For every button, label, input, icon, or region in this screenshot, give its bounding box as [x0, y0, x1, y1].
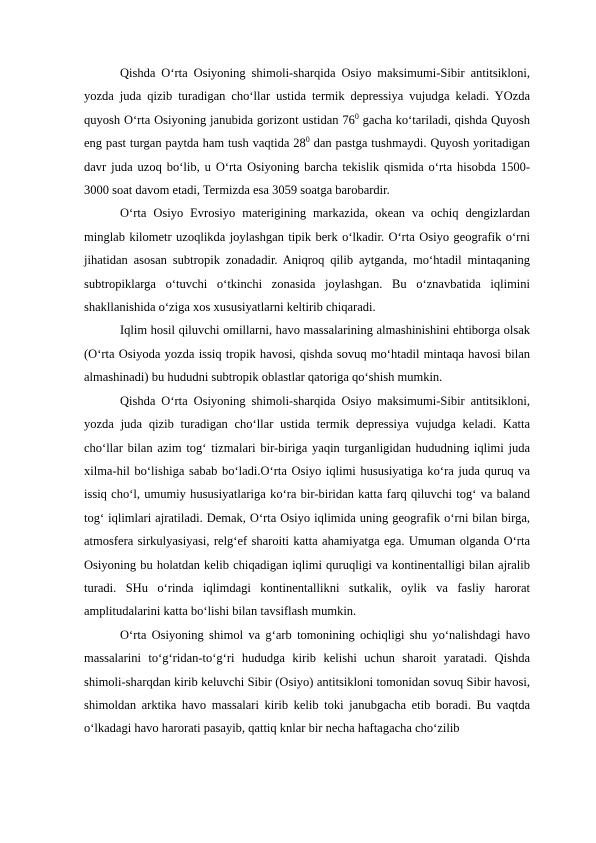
paragraph-5: O‘rta Osiyoning shimol va g‘arb tomonining ochiqligi shu yo‘nalishdagi havo massalarini to‘g‘ridan-to‘g‘ri hududga kirib kelishi uchun sharoit yaratadi. Qishda shimoli-sharqdan kirib keluvchi Sibir (Osiyo) antitsikloni tomonidan sovuq Sibir havosi, shimoldan arktika havo massalari kirib kelib toki janubgacha etib boradi. Bu vaqtda o‘lkadagi havo harorati pasayib, qattiq knlar bir necha haftagacha cho‘zilib — [84, 627, 530, 736]
paragraph-4: Qishda O‘rta Osiyoning shimoli-sharqida Osiyo maksimumi-Sibir antitsikloni, yozda juda qizib turadigan cho‘llar ustida termik depressiya vujudga keladi. Katta cho‘llar bilan azim tog‘ tizmalari bir-biriga yaqin turganligidan hududning iqlimi juda xilma-hil bo‘lishiga sabab bo‘ladi.O‘rta Osiyo iqlimi hususiyatiga ko‘ra juda quruq va issiq cho‘l, umumiy hususiyatlariga ko‘ra bir-biridan katta farq qiluvchi tog‘ va baland tog‘ iqlimlari ajratiladi. Demak, O‘rta Osiyo iqlimida uning geografik o‘rni bilan birga, atmosfera sirkulyasiyasi, relg‘ef sharoiti katta ahamiyatga ega. Umuman olganda O‘rta Osiyoning bu holatdan kelib chiqadigan iqlimi quruqligi va kontinentalligi bilan ajralib turadi. SHu o‘rinda iqlimdagi kontinentallikni sutkalik, oylik va fasliy harorat amplitudalarini katta bo‘lishi bilan tavsiflash mumkin. — [84, 393, 530, 619]
degree-superscript: 0 — [354, 111, 359, 121]
paragraph-1-text-c: dan pastga tushmaydi. Quyosh yoritadigan davr juda uzoq bo‘lib, u O‘rta Osiyoning barcha tekislik qismida o‘rta hisobda 1500-3000 soat davom etadi, Termizda esa 3059 soatga barobardir. — [84, 136, 530, 198]
paragraph-3: Iqlim hosil qiluvchi omillarni, havo massalarining almashinishini ehtiborga olsak (O‘rta Osiyoda yozda issiq tropik havosi, qishda sovuq mo‘htadil mintaqa havosi bilan almashinadi) bu hududni subtropik oblastlar qatoriga qo‘shish mumkin. — [84, 323, 530, 385]
paragraph-1-text-a: Qishda O‘rta Osiyoning shimoli-sharqida Osiyo maksimumi-Sibir antitsikloni, yozda juda qizib turadigan cho‘llar ustida termik depressiya vujudga keladi. YOzda quyosh O‘rta Osiyoning janubida gorizont ustidan 76 — [84, 66, 530, 127]
paragraph-1-text-b: gacha ko‘tariladi, qishda Quyosh eng past turgan paytda ham tush vaqtida 28 — [84, 112, 531, 151]
document-page — [84, 62, 530, 741]
paragraph-1 — [84, 62, 530, 202]
degree-superscript: 0 — [305, 135, 310, 145]
paragraph-2: O‘rta Osiyo Evrosiyo materigining markazida, okean va ochiq dengizlardan minglab kilometr uzoqlikda joylashgan tipik berk o‘lkadir. O‘rta Osiyo geografik o‘rni jihatidan asosan subtropik zonadadir. Aniqroq qilib aytganda, mo‘htadil mintaqaning subtropiklarga o‘tuvchi o‘tkinchi zonasida joylashgan. Bu o‘znavbatida iqlimini shakllanishida o‘ziga xos xususiyatlarni keltirib chiqaradi. — [84, 206, 530, 315]
